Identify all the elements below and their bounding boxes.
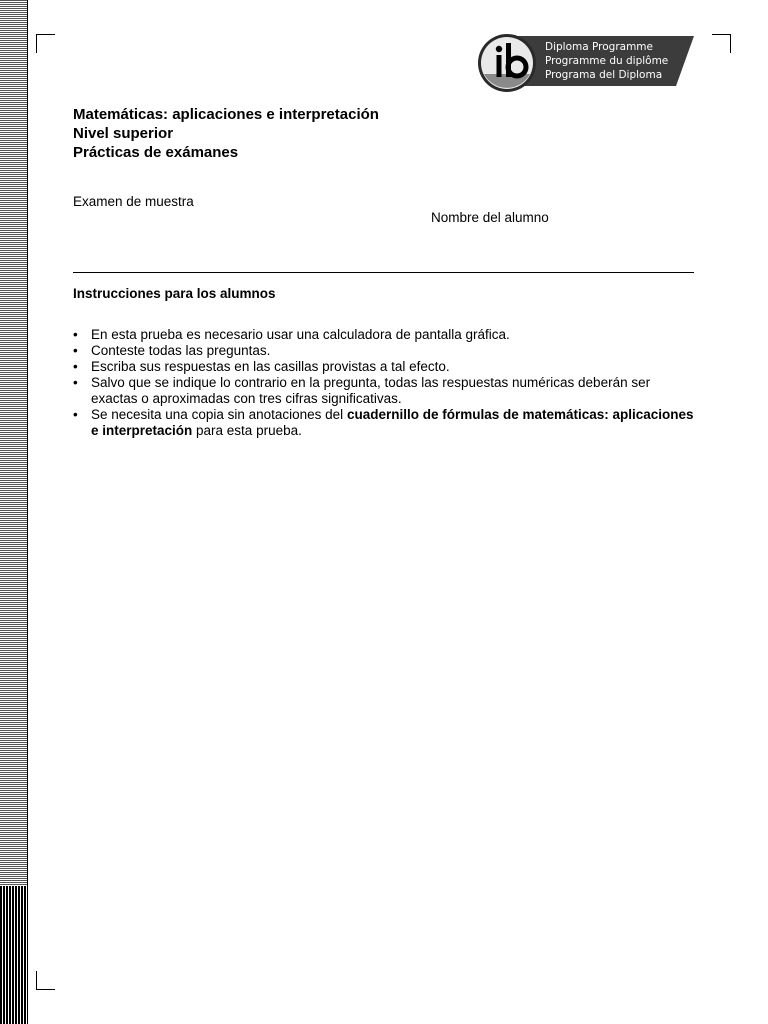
- instructions-heading: Instrucciones para los alumnos: [73, 286, 276, 301]
- instruction-item: [73, 327, 694, 343]
- instruction-item: [73, 375, 694, 407]
- instruction-text: En esta prueba es necesario usar una calculadora de pantalla gráfica.: [91, 327, 510, 342]
- crop-mark-top-right: [712, 34, 731, 53]
- logo-line-fr: Programme du diplôme: [545, 55, 669, 67]
- practice-title: Prácticas de exámanes: [73, 144, 239, 161]
- instruction-text: Conteste todas las preguntas.: [91, 343, 271, 358]
- crop-mark-bottom-left: [36, 971, 55, 990]
- logo-line-es: Programa del Diploma: [545, 69, 663, 81]
- instructions-list: [73, 327, 694, 439]
- left-margin-barcode: [0, 886, 27, 1024]
- bullet: •: [73, 375, 78, 390]
- logo-line-en: Diploma Programme: [545, 41, 653, 53]
- horizontal-divider: [73, 272, 694, 273]
- left-margin-strip: [0, 0, 28, 1024]
- subject-title: Matemáticas: aplicaciones e interpretación: [73, 106, 379, 123]
- formula-booklet-name: cuadernillo de fórmulas de matemáticas: aplicaciones e interpretación: [91, 407, 694, 438]
- instruction-text: Salvo que se indique lo contrario en la pregunta, todas las respuestas numéricas deberán ser exactas o aproximadas con tres cifras significativas.: [91, 375, 651, 406]
- ib-diploma-logo: [476, 34, 698, 94]
- logo-text: [545, 40, 668, 82]
- instruction-item: [73, 343, 694, 359]
- exam-type-label: Examen de muestra: [73, 194, 194, 209]
- crop-mark-top-left: [36, 34, 55, 53]
- bullet: •: [73, 407, 78, 422]
- bullet: •: [73, 343, 78, 358]
- level-title: Nivel superior: [73, 125, 174, 142]
- instruction-item: [73, 407, 694, 439]
- student-name-label: Nombre del alumno: [431, 210, 549, 225]
- bullet: •: [73, 327, 78, 342]
- instruction-item: [73, 359, 694, 375]
- document-title-block: [73, 105, 379, 162]
- bullet: •: [73, 359, 78, 374]
- instruction-text-suffix: para esta prueba.: [192, 423, 302, 438]
- instruction-text-prefix: Se necesita una copia sin anotaciones del: [91, 407, 347, 422]
- instruction-text: Escriba sus respuestas en las casillas provistas a tal efecto.: [91, 359, 450, 374]
